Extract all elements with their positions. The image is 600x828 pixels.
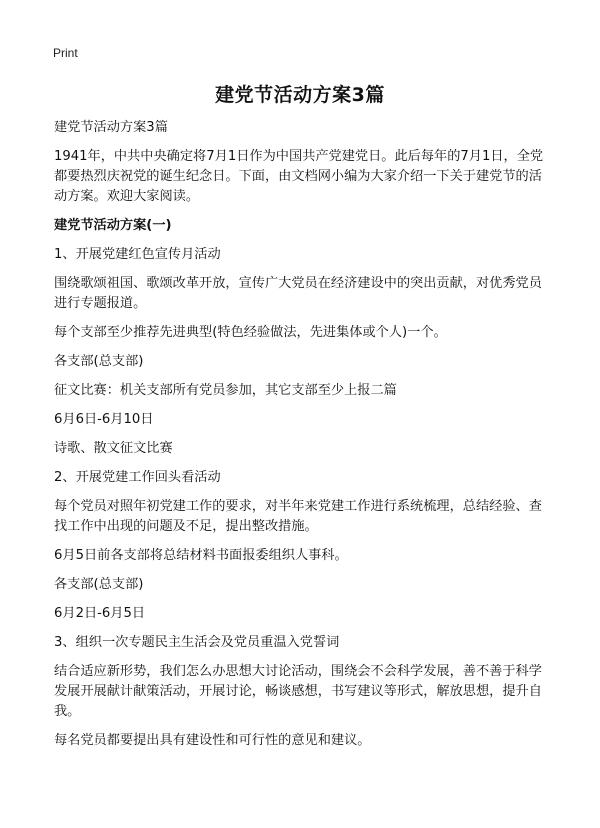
paragraph: 1941年，中共中央确定将7月1日作为中国共产党建党日。此后每年的7月1日，全党都要热烈庆祝党的诞生纪念日。下面，由文档网小编为大家介绍一下关于建党节的活动方案。欢迎大家阅读。: [54, 149, 544, 204]
paragraph: 各支部(总支部): [54, 577, 144, 592]
document-body: [54, 118, 554, 760]
paragraph: 3、组织一次专题民主生活会及党员重温入党誓词: [54, 635, 340, 650]
paragraph: 每个支部至少推荐先进典型(特色经验做法，先进集体或个人)一个。: [54, 325, 447, 340]
paragraph: 结合适应新形势，我们怎么办思想大讨论活动，围绕会不会科学发展，善不善于科学发展开展献计献策活动，开展讨论，畅谈感想，书写建议等形式，解放思想，提升自我。: [54, 664, 542, 719]
paragraph: 建党节活动方案3篇: [54, 120, 168, 135]
print-link[interactable]: Print: [53, 46, 78, 60]
paragraph: 每名党员都要提出具有建设性和可行性的意见和建议。: [54, 733, 371, 748]
paragraph: 征文比赛：机关支部所有党员参加，其它支部至少上报二篇: [54, 383, 397, 398]
paragraph: 围绕歌颂祖国、歌颂改革开放，宣传广大党员在经济建设中的突出贡献，对优秀党员进行专题报道。: [54, 276, 542, 311]
paragraph: 每个党员对照年初党建工作的要求，对半年来党建工作进行系统梳理，总结经验、查找工作中出现的问题及不足，提出整改措施。: [54, 499, 542, 534]
paragraph: 1、开展党建红色宣传月活动: [54, 247, 221, 262]
paragraph: 2、开展党建工作回头看活动: [54, 470, 221, 485]
document-title: 建党节活动方案3篇: [215, 84, 385, 106]
paragraph: 各支部(总支部): [54, 354, 144, 369]
paragraph: 6月5日前各支部将总结材料书面报委组织人事科。: [54, 548, 348, 563]
paragraph: 诗歌、散文征文比赛: [54, 441, 173, 456]
paragraph: 6月2日-6月5日: [54, 606, 146, 621]
paragraph: 6月6日-6月10日: [54, 412, 154, 427]
section-heading: 建党节活动方案(一): [54, 218, 172, 233]
